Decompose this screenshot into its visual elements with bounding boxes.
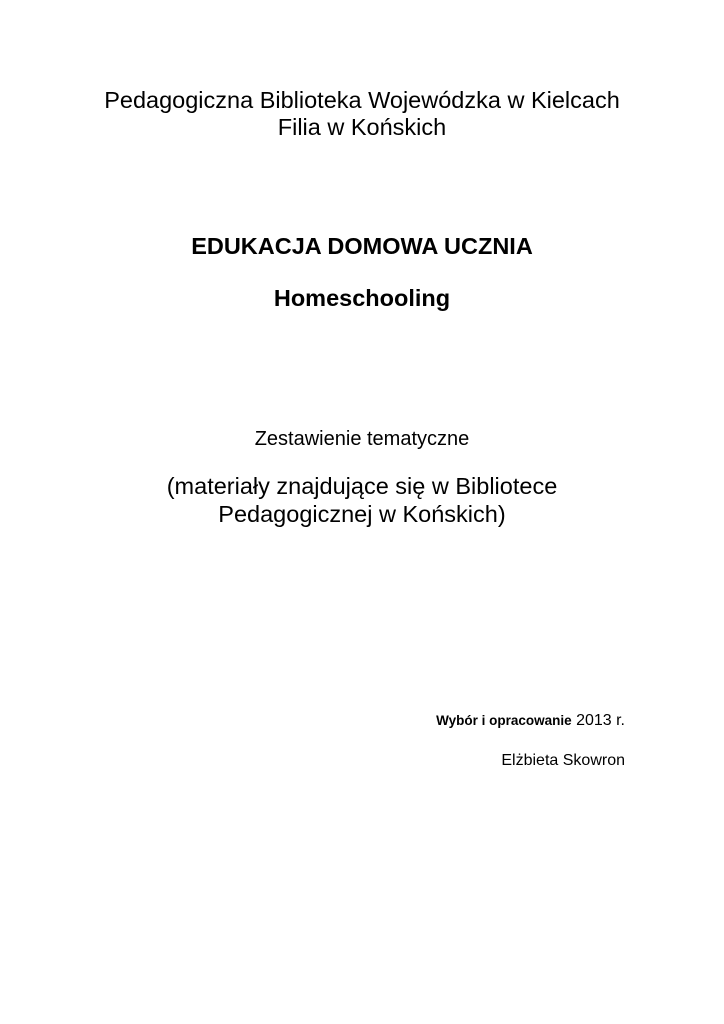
materials-note xyxy=(0,472,724,528)
preparation-label: Wybór i opracowanie xyxy=(436,713,572,728)
preparation-credit xyxy=(436,711,625,731)
library-branch: Filia w Końskich xyxy=(277,114,447,140)
library-header xyxy=(0,87,724,141)
document-title: EDUKACJA DOMOWA UCZNIA xyxy=(191,233,533,259)
document-kind: Zestawienie tematyczne xyxy=(254,428,470,450)
author-name: Elżbieta Skowron xyxy=(501,752,625,769)
materials-note-line1: (materiały znajdujące się w Bibliotece xyxy=(166,473,558,499)
library-name: Pedagogiczna Biblioteka Wojewódzka w Kielcach xyxy=(104,87,620,113)
document-subtitle: Homeschooling xyxy=(273,285,451,311)
materials-note-line2: Pedagogicznej w Końskich) xyxy=(218,501,506,527)
preparation-year: 2013 r. xyxy=(576,712,625,729)
